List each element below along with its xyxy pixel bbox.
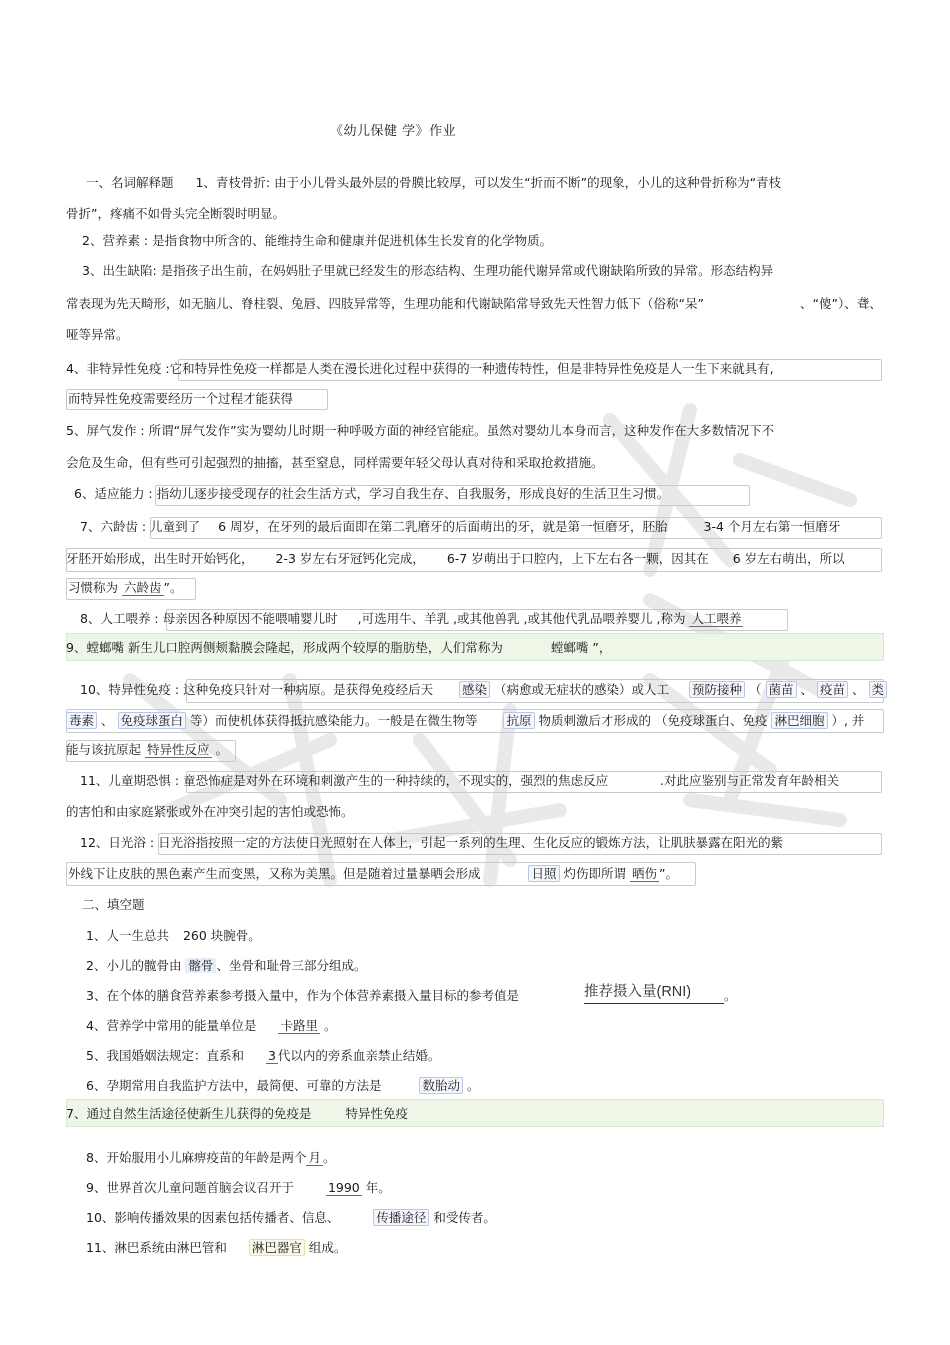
q11-line1 [80, 773, 839, 789]
q10-answer-vaccine: 疫苗 [817, 681, 848, 698]
q8-line [80, 611, 743, 627]
f11-line [86, 1240, 346, 1256]
f9-line [86, 1180, 391, 1196]
f1-answer: 260 [182, 928, 207, 943]
q7-text-b2: 2-3 岁左右牙冠钙化完成， [275, 551, 425, 566]
q7-text-a1: 7、六龄齿 : 儿童到了 [80, 519, 201, 534]
q10-text-a9: 、 [852, 682, 865, 697]
f9-text-c: 年。 [365, 1180, 391, 1195]
q10-text-a5: （ [749, 682, 762, 697]
f8-text-a: 8、开始服用小儿麻痹疫苗的年龄是两个 [86, 1150, 307, 1165]
q12-text-b5: ”。 [659, 866, 678, 881]
q10-answer-immunoglobulin: 免疫球蛋白 [118, 712, 187, 729]
q12-line2 [68, 866, 678, 882]
q12-answer-sunburn: 晒伤 [631, 866, 657, 881]
q10-answer-vaccination: 预防接种 [689, 681, 745, 698]
f2-text-c: 、坐骨和耻骨三部分组成。 [216, 958, 367, 973]
document-title: 《幼儿保健 学》作业 [330, 124, 457, 139]
q10-text-b7: （免疫球蛋白、免疫 [654, 713, 768, 728]
f7-answer: 特异性免疫 [345, 1106, 408, 1121]
q8-text-b: ,可选用牛、羊乳 [357, 611, 450, 626]
q10-text-c1: 能与该抗原起 [66, 742, 142, 757]
q7-text-a3: 3-4 个月左右第一恒磨牙 [703, 519, 841, 534]
f3-text-a: 3、在个体的膳食营养素参考摄入量中，作为个体营养素摄入量目标的参考值是 [86, 988, 519, 1003]
f6-line [86, 1078, 479, 1094]
q12-text-b3: 灼伤即所谓 [563, 866, 626, 881]
f11-answer: 淋巴器官 [249, 1239, 305, 1256]
q10-answer-bacterin: 菌苗 [766, 681, 797, 698]
q10-text-a7: 、 [800, 682, 814, 697]
q10-line1 [80, 682, 887, 698]
q8-text-c: ,或其他兽乳 [453, 611, 520, 626]
f5-text-a: 5、我国婚姻法规定：直系和 [86, 1048, 244, 1063]
q10-answer-lymphocyte: 淋巴细胞 [771, 712, 827, 729]
q9-text-a: 9、螳螂嘴 新生儿口腔两侧颊黏膜会隆起，形成两个较厚的脂肪垫，人们常称为 [66, 640, 503, 655]
q4-text-b: 而特异性免疫需要经历一个过程才能获得 [68, 391, 294, 406]
f2-line [86, 958, 366, 974]
q8-text-d: ,或其他代乳品喂养婴儿 [523, 611, 653, 626]
f8-text-c: 。 [322, 1150, 336, 1165]
q3-text-b2: 、“傻”）、聋、 [800, 296, 882, 311]
q11-text-a: 11、儿童期恐惧 : 童恐怖症是对外在环境和刺激产生的一种持续的，不现实的，强烈的焦虑反应 [80, 773, 609, 788]
f11-text-a: 11、淋巴系统由淋巴管和 [86, 1240, 227, 1255]
f8-line [86, 1150, 336, 1166]
q12-text-b1: 外线下让皮肤的黑色素产生而变黑，又称为美黑。但是随着过量暴晒会形成 [68, 866, 481, 881]
q1-text-a: 1、青枝骨折: 由于小儿骨头最外层的骨膜比较厚，可以发生“折而不断”的现象，小儿的这种骨折称为“青枝 [195, 175, 782, 190]
f10-text-c: 和受传者。 [433, 1210, 496, 1225]
q9-line [66, 640, 611, 656]
q7-text-b1: 牙胚开始形成，出生时开始钙化， [66, 551, 254, 566]
q10-text-b2: 、 [101, 713, 114, 728]
q5-text-a: 5、屏气发作 : 所谓“屏气发作”实为婴幼儿时期一种呼吸方面的神经官能症。虽然对婴幼儿本身而言，这种发作在大多数情况下不 [66, 423, 775, 438]
f5-answer: 3 [267, 1048, 276, 1063]
q10-answer-infection: 感染 [459, 681, 490, 698]
section2-heading: 二、填空题 [82, 897, 145, 912]
q10-text-b9: ）, 并 [831, 713, 865, 728]
q7-text-c3: ”。 [163, 580, 183, 595]
f8-answer: 月 [308, 1150, 321, 1165]
q6-text: 6、适应能力 : 指幼儿逐步接受现存的社会生活方式，学习自我生存、自我服务，形成良好的生活卫生习惯。 [74, 486, 670, 501]
q10-line3 [66, 742, 228, 758]
q8-text-a: 8、人工喂养 : 母亲因各种原因不能喂哺婴儿时 [80, 611, 338, 626]
f2-text-a: 2、小儿的髋骨由 [86, 958, 182, 973]
f4-text-a: 4、营养学中常用的能量单位是 [86, 1018, 257, 1033]
q3-text-b: 常表现为先天畸形，如无脑儿、脊柱裂、兔唇、四肢异常等，生理功能和代谢缺陷常导致先天性智力低下（俗称“呆” [66, 296, 704, 311]
q9-text-b: 螳螂嘴 ”， [550, 640, 612, 655]
f1-line [86, 928, 261, 944]
f5-text-c: 代以内的旁系血亲禁止结婚。 [277, 1048, 441, 1063]
q10-answer-specific-reaction: 特异性反应 [147, 742, 210, 757]
f11-text-c: 组成。 [308, 1240, 347, 1255]
q10-answer-toxoid-end: 毒素 [66, 712, 97, 729]
f3-text-c: 。 [724, 988, 737, 1003]
f1-text-c: 块腕骨。 [210, 928, 261, 943]
f7-line [66, 1106, 408, 1122]
section1-line-q1a [86, 175, 781, 191]
q11-text-b: .对此应鉴别与正常发育年龄相关 [660, 773, 840, 788]
q8-text-e: ,称为 [656, 611, 686, 626]
q10-answer-toxoid: 类 [869, 681, 888, 698]
q7-line1 [80, 519, 840, 535]
q7-answer: 六龄齿 [124, 580, 162, 595]
f6-text-a: 6、孕期常用自我监护方法中，最简便、可靠的方法是 [86, 1078, 382, 1093]
q7-text-b4: 6 岁左右萌出，所以 [732, 551, 845, 566]
f5-line [86, 1048, 440, 1064]
q7-text-c1: 习惯称为 [68, 580, 119, 595]
f4-line [86, 1018, 336, 1034]
q7-text-a2: 6 周岁，在牙列的最后面即在第二乳磨牙的后面萌出的牙，就是第一恒磨牙，胚胎 [218, 519, 668, 534]
f7-text-a: 7、通过自然生活途径使新生儿获得的免疫是 [66, 1106, 312, 1121]
q12-text-a: 12、日光浴 : 日光浴指按照一定的方法使日光照射在人体上，引起一系列的生理、生化反应的锻炼方法，让肌肤暴露在阳光的紫 [80, 835, 784, 850]
f9-text-a: 9、世界首次儿童问题首脑会议召开于 [86, 1180, 294, 1195]
q10-text-a3: （病愈或无症状的感染）或人工 [494, 682, 670, 697]
q7-text-b3: 6-7 岁萌出于口腔内，上下左右各一颗，因其在 [446, 551, 709, 566]
q5-text-b: 会危及生命，但有些可引起强烈的抽搐，甚至窒息，同样需要年轻父母认真对待和采取抢救措施。 [66, 455, 604, 470]
q3-text-c: 哑等异常。 [66, 327, 129, 342]
q2-text: 2、营养素 : 是指食物中所含的、能维持生命和健康并促进机体生长发育的化学物质。 [82, 233, 553, 248]
q11-text-c: 的害怕和由家庭紧张或外在冲突引起的害怕或恐怖。 [66, 804, 354, 819]
q12-answer-sunlight: 日照 [528, 865, 559, 882]
q10-text-a1: 10、特异性免疫 : 这种免疫只针对一种病原。是获得免疫经后天 [80, 682, 434, 697]
q10-text-b6: 物质刺激后才形成的 [538, 713, 651, 728]
f3-answer: 推荐摄入量(RNI) [584, 980, 724, 1004]
q7-line2 [66, 551, 845, 567]
q8-answer: 人工喂养 [691, 611, 742, 626]
f10-line [86, 1210, 496, 1226]
q1-text-b: 骨折”，疼痛不如骨头完全断裂时明显。 [66, 206, 285, 221]
section1-heading: 一、名词解释题 [86, 175, 174, 190]
q4-text-a: 4、非特异性免疫 :它和特异性免疫一样都是人类在漫长进化过程中获得的一种遗传特性，但是非特异性免疫是人一生下来就具有, [66, 361, 774, 376]
q10-line2 [66, 713, 864, 729]
q10-text-b4: 等）而使机体获得抵抗感染能力。一般是在微生物等 [190, 713, 478, 728]
f4-answer: 卡路里 [280, 1018, 318, 1033]
f4-text-c: 。 [323, 1018, 337, 1033]
q3-text-a: 3、出生缺陷: 是指孩子出生前，在妈妈肚子里就已经发生的形态结构、生理功能代谢异常或代谢缺陷所致的异常。形态结构异 [82, 263, 774, 278]
f10-answer: 传播途径 [373, 1209, 429, 1226]
q10-answer-antigen: 抗原 [503, 712, 534, 729]
f2-answer: 髂骨 [185, 958, 216, 973]
f9-answer: 1990 [327, 1180, 360, 1195]
f1-text-a: 1、人一生总共 [86, 928, 169, 943]
f6-text-c: 。 [466, 1078, 480, 1093]
f6-answer: 数胎动 [419, 1077, 463, 1094]
f10-text-a: 10、影响传播效果的因素包括传播者、信息、 [86, 1210, 340, 1225]
q10-text-c3: 。 [215, 742, 229, 757]
q7-line3 [68, 580, 183, 596]
